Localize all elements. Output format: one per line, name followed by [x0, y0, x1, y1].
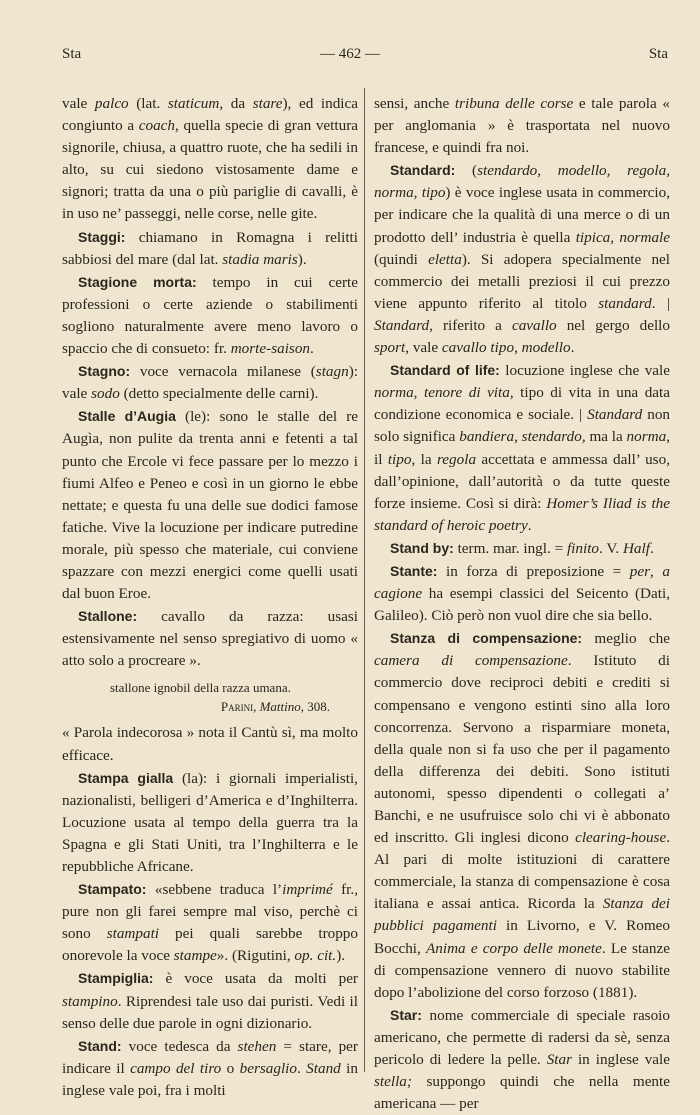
body-text: . Al pari di molte istituzioni di carattere commerciale, la stanza di compensazione è cosa italiana e assai antica. Ricorda la	[374, 829, 670, 913]
italic-term: tribuna delle corse	[454, 95, 574, 112]
body-text: in forza di preposizione =	[437, 562, 630, 580]
entry-headword: Stallone:	[78, 608, 138, 625]
italic-term: bandiera	[459, 428, 515, 446]
paragraph-continuation	[62, 93, 358, 226]
body-text: , la	[411, 450, 437, 468]
entry-headword: Stagione morta:	[78, 273, 197, 290]
dictionary-entry	[62, 271, 358, 360]
dictionary-entry	[374, 359, 670, 537]
body-text: , da	[219, 95, 253, 112]
body-text: ». (Rigutini,	[216, 947, 295, 965]
body-text: meglio che	[582, 630, 670, 648]
body-text: , vale	[405, 339, 442, 357]
italic-term: tipo	[387, 450, 412, 468]
italic-term: Stand	[306, 1059, 341, 1077]
body-text: non solo significa	[374, 406, 671, 446]
body-text: , il	[374, 428, 671, 468]
body-text: ). Si adopera specialmente nel commercio dei metalli preziosi il cui prezzo viene appunto riferito al titolo	[374, 250, 670, 312]
body-text: .	[310, 340, 314, 358]
dictionary-entry	[62, 967, 358, 1034]
body-text: stallone ignobil della razza umana.	[110, 680, 291, 696]
column-divider	[364, 88, 365, 1072]
entry-headword: Stampa gialla	[78, 769, 174, 786]
body-text: accettata e ammessa dall’ uso, dall’opinione, dall’autorità o da tutte queste forze insieme. Così si dirà:	[374, 450, 670, 512]
body-text: in inglese vale poi, fra i molti	[62, 1059, 358, 1099]
entry-headword: Stampato:	[78, 881, 147, 898]
entry-headword: Stand:	[78, 1037, 122, 1054]
italic-term: clearing-house	[575, 829, 667, 847]
body-text: voce tedesca da	[121, 1037, 238, 1055]
italic-term: cavallo	[511, 316, 557, 334]
body-text: . V.	[599, 539, 623, 557]
italic-term: sodo	[91, 385, 120, 403]
italic-term: stare	[252, 95, 283, 112]
body-text: nome commerciale di speciale rasoio americano, che permette di radersi da sè, senza pericolo di ledere la pelle.	[374, 1006, 670, 1069]
dictionary-entry	[374, 537, 670, 560]
body-text: chiamano in Romagna i relitti sabbiosi del mare (dal lat.	[62, 228, 358, 268]
italic-term: Homer’s Iliad is the standard of heroic poetry	[374, 494, 670, 534]
italic-term: norma	[626, 428, 667, 446]
body-text: voce vernacola milanese (	[130, 363, 316, 381]
italic-term: stampino	[62, 992, 118, 1010]
body-text: (	[455, 162, 478, 180]
italic-term: stampati	[106, 925, 160, 943]
body-text: . Istituto di commercio dove reciproci debiti e crediti si compensano e vengono estinti sino alla loro concorrenza. Servono a risparmiare moneta, della quale non si fa uso che per il pagamento della differenza dei debiti. Sono istituti autonomi, spesso dipendenti o collegati a’ Banchi, e ne usufruisce solo chi vi è abbonato ed inscritto. Gli inglesi dicono	[374, 652, 670, 847]
entry-headword: Stampiglia:	[78, 970, 154, 987]
italic-term: stendardo, modello, regola, norma, tipo	[374, 162, 670, 202]
dictionary-entry	[62, 360, 358, 405]
body-text: , riferito a	[429, 316, 512, 334]
body-text: ) è voce inglese usata in commercio, per indicare che la qualità di una merce o di un prodotto dell’ industria è quella	[374, 184, 670, 246]
body-text: ).	[336, 947, 346, 965]
body-text: .	[527, 516, 532, 534]
italic-term: stella;	[374, 1073, 412, 1091]
body-text: ,	[650, 562, 663, 580]
italic-term: op. cit.	[294, 947, 337, 965]
body-text: vale	[62, 95, 95, 112]
body-text: ,	[253, 699, 260, 715]
body-text: . Le stanze di compensazione vennero di nuovo stabilite dopo l’abolizione del corso forzoso (1881).	[374, 939, 670, 1001]
entry-headword: Stand by:	[390, 539, 454, 556]
author-name: Parini	[220, 699, 254, 715]
italic-term: stagn	[315, 363, 349, 381]
left-column	[62, 93, 358, 1102]
italic-term: stehen	[237, 1037, 277, 1055]
dictionary-entry	[62, 226, 358, 271]
entry-headword: Staggi:	[78, 228, 126, 245]
body-text: pei quali sarebbe troppo onorevole la voce	[62, 925, 358, 965]
body-text: suppongo quindi che nella mente americana — per	[374, 1073, 670, 1113]
body-text: «sebbene traduca l’	[146, 881, 283, 899]
body-text: .	[297, 1059, 307, 1077]
italic-term: imprimé	[282, 881, 333, 899]
body-text: o	[221, 1059, 240, 1077]
italic-term: standard	[598, 294, 652, 312]
italic-term: stendardo	[521, 428, 582, 446]
body-text: . |	[651, 294, 671, 312]
italic-term: finito	[566, 539, 600, 557]
body-text: in inglese vale	[572, 1051, 670, 1069]
italic-term: palco	[94, 95, 129, 112]
body-text: locuzione inglese che vale	[499, 362, 670, 380]
right-column	[374, 93, 670, 1115]
body-text: ), ed indica congiunto a	[62, 95, 358, 135]
body-text: , tipo di vita in una data condizione economica e sociale. |	[374, 384, 670, 424]
body-text: ,	[413, 384, 424, 402]
dictionary-entry	[62, 878, 358, 967]
italic-term: tenore di vita	[423, 384, 510, 402]
body-text: è voce usata da molti per	[153, 970, 358, 988]
entry-headword: Standard:	[390, 162, 456, 179]
italic-term: cavallo tipo	[441, 339, 515, 357]
quote-source	[62, 697, 358, 716]
body-text: ).	[297, 250, 307, 268]
body-text: cavallo da razza: usasi estensivamente nel senso spregiativo di uomo « atto solo a procreare ».	[62, 608, 358, 670]
italic-term: morte-saison	[230, 340, 311, 358]
dictionary-entry	[62, 405, 358, 605]
dictionary-entry	[62, 1035, 358, 1102]
dictionary-entry	[374, 560, 670, 627]
body-text: , ma la	[581, 428, 627, 446]
italic-term: bersaglio	[239, 1059, 297, 1077]
italic-term: Star	[546, 1051, 573, 1069]
body-text: , quella specie di gran vettura signorile, chiusa, a quattro ruote, che ha sedili in alto, su cui siedono vistosamente dame e signori; tratta da una o più pariglie di cavalli, è in uso ne’ passeggi, nelle corse, nelle gite.	[62, 117, 358, 223]
body-text: tempo in cui certe professioni o certe aziende o stabilimenti sogliono naturalmente avere meno lavoro o spaccio che di consueto: fr.	[62, 273, 358, 358]
italic-term: Mattino	[259, 699, 301, 715]
body-text: term. mar. ingl. =	[453, 539, 567, 557]
entry-headword: Stalle d’Augia	[78, 408, 176, 425]
body-text: e tale parola « per anglomania » è trasportata nel nuovo francese, e quindi fra noi.	[374, 95, 670, 157]
entry-headword: Star:	[390, 1006, 422, 1023]
dictionary-entry	[62, 767, 358, 878]
dictionary-entry	[374, 627, 670, 1004]
italic-term: Anima e corpo delle monete	[426, 939, 602, 957]
body-text: .	[649, 539, 654, 557]
italic-term: stampe	[173, 947, 217, 965]
body-text: (quindi	[374, 250, 429, 268]
entry-headword: Stagno:	[78, 363, 131, 380]
body-text: (detto specialmente delle carni).	[119, 385, 319, 403]
italic-term: Standard	[587, 406, 643, 424]
italic-term: Standard	[374, 316, 430, 334]
paragraph-continuation	[62, 722, 358, 766]
entry-headword: Stante:	[390, 562, 438, 579]
verse-quote	[62, 678, 358, 697]
italic-term: staticum	[167, 95, 220, 112]
body-text: ,	[514, 339, 522, 357]
italic-term: tipica, normale	[575, 228, 670, 246]
italic-term: sport	[374, 339, 406, 357]
dictionary-entry	[374, 1004, 670, 1115]
italic-term: modello	[521, 339, 571, 357]
body-text: in Livorno, e V. Romeo Bocchi,	[374, 917, 670, 957]
body-text: (la): i giornali imperialisti, nazionalisti, belligeri d’America e d’Inghilterra. Locuzione usata al tempo della guerra tra la Spagna e gli Stati Uniti, tra l’Inghilterra e le repubbliche Africane.	[62, 769, 358, 875]
entry-headword: Stanza di compensazione:	[390, 630, 583, 647]
italic-term: coach	[138, 117, 176, 135]
running-head-left: Sta	[62, 46, 82, 62]
paragraph-continuation	[374, 93, 670, 159]
italic-term: eletta	[428, 250, 462, 268]
body-text: sensi, anche	[374, 95, 455, 112]
italic-term: norma	[374, 384, 414, 402]
body-text: = stare, per indicare il	[62, 1037, 358, 1077]
body-text: ,	[514, 428, 522, 446]
dictionary-entry	[374, 159, 670, 359]
italic-term: Half	[622, 539, 650, 557]
body-text: nel gergo dello	[556, 316, 670, 334]
italic-term: Stanza dei pubblici pagamenti	[374, 895, 670, 935]
body-text: « Parola indecorosa » nota il Cantù sì, ma molto efficace.	[62, 724, 358, 764]
dictionary-entry	[62, 605, 358, 672]
running-head-right: Sta	[648, 46, 668, 62]
italic-term: camera di compensazione	[374, 652, 568, 670]
italic-term: per	[629, 562, 651, 580]
body-text: . Riprendesi tale uso dai puristi. Vedi il senso delle due parole in ogni dizionario.	[62, 992, 358, 1032]
page-number: — 462 —	[320, 46, 380, 62]
entry-headword: Standard of life:	[390, 362, 500, 379]
italic-term: stadia maris	[222, 250, 298, 268]
body-text: , 308.	[300, 699, 330, 715]
body-text: (lat.	[128, 95, 168, 112]
body-text: ha esempi classici del Seicento (Dati, Galileo). Ciò però non vuol dire che sia bello.	[374, 585, 670, 625]
body-text: .	[570, 339, 575, 357]
italic-term: a cagione	[374, 562, 670, 603]
body-text: ): vale	[62, 363, 358, 403]
italic-term: campo del tiro	[130, 1059, 222, 1077]
body-text: (le): sono le stalle del re Augìa, non pulite da trenta anni e fetenti a tal punto che Ercole vi fece passare per lo mezzo i fiumi Alfeo e Peneo e così in un giorno le ebbe nettate; e questa fu una delle sue dodici famose fatiche. Vive la locuzione per indicare putredine morale, più spesso che materiale, cui conviene spazzare con mezzi energici come quelli usati dal buon Eroe.	[62, 408, 358, 603]
body-text: fr., pure non gli farei sempre mal viso, perchè ci sono	[62, 881, 358, 943]
italic-term: regola	[436, 450, 477, 468]
